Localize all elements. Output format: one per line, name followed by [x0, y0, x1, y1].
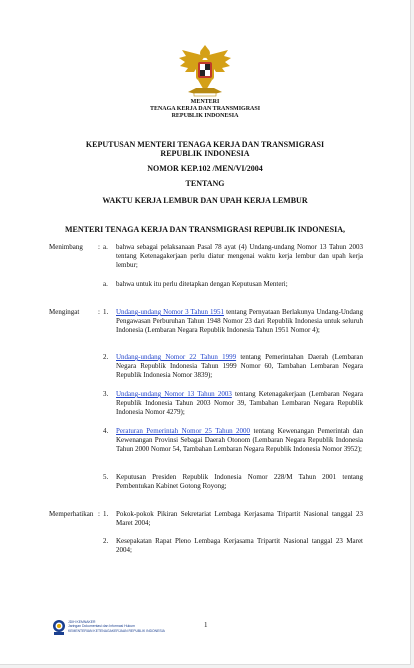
menimbang-label: Menimbang: [49, 243, 83, 251]
law-link-2[interactable]: Undang-undang Nomor 22 Tahun 1999: [116, 353, 237, 361]
memperhatikan-marker-1: 1.: [103, 510, 109, 518]
mengingat-label: Mengingat: [49, 308, 80, 316]
ministry-line-2: TENAGA KERJA DAN TRANSMIGRASI: [149, 106, 261, 112]
ministry-line-1: MENTERI: [190, 99, 220, 105]
regulation-link-4[interactable]: Peraturan Pemerintah Nomor 25 Tahun 2000: [116, 427, 251, 435]
decree-issuer: MENTERI TENAGA KERJA DAN TRANSMIGRASI REPUBLIK INDONESIA,: [65, 225, 345, 234]
decree-title-line-2: REPUBLIK INDONESIA: [160, 149, 250, 158]
mengingat-marker-4: 4.: [103, 427, 109, 435]
footer-logo-text: [68, 620, 165, 633]
mengingat-item-4: [116, 427, 363, 454]
garuda-emblem-icon: [176, 44, 234, 100]
mengingat-marker-1: 1.: [103, 308, 109, 316]
ministry-line-3: REPUBLIK INDONESIA: [171, 113, 239, 119]
decree-about: TENTANG: [185, 179, 225, 188]
mengingat-item-2-text: tentang Pemerintahan Daerah (Lembaran Negara Republik Indonesia Tahun 1999 Nomor 60, Tambahan Lembaran Negara Republik Indonesia Nomor 3839);: [116, 353, 363, 379]
footer-logo-line-1: JDIH KEMNAKER: [68, 620, 96, 624]
mengingat-item-3: [116, 390, 363, 417]
menimbang-colon: :: [98, 243, 100, 251]
memperhatikan-item-2: Kesepakatan Rapat Pleno Lembaga Kerjasama Tripartit Nasional tanggal 23 Maret 2004;: [116, 537, 363, 554]
mengingat-marker-2: 2.: [103, 353, 109, 361]
memperhatikan-label: Memperhatikan: [49, 510, 94, 518]
menimbang-item-a: bahwa sebagai pelaksanaan Pasal 78 ayat (4) Undang-undang Nomor 13 Tahun 2003 tentang Ketenagakerjaan perlu diatur mengenai waktu kerja lembur dan upah kerja lembur;: [116, 243, 363, 269]
mengingat-item-1: [116, 308, 363, 335]
law-link-3[interactable]: Undang-undang Nomor 13 Tahun 2003: [116, 390, 232, 398]
mengingat-item-4-text: tentang Kewenangan Pemerintah dan Kewenangan Provinsi Sebagai Daerah Otonom (Lembaran Negara Republik Indonesia Tahun 2000 Nomor 54, Tambahan Lembaran Negara Republik Indonesia Nomor 3952);: [116, 427, 363, 453]
menimbang-marker-a: a.: [103, 243, 108, 251]
page-number: 1: [204, 621, 208, 629]
law-link-1[interactable]: Undang-undang Nomor 3 Tahun 1951: [116, 308, 225, 316]
memperhatikan-colon: :: [98, 510, 100, 518]
mengingat-item-3-text: tentang Ketenagakerjaan (Lembaran Negara Republik Indonesia Tahun 2003 Nomor 39, Tambahan Lembaran Negara Republik Indonesia Nomor 4279);: [116, 390, 363, 416]
decree-subject: WAKTU KERJA LEMBUR DAN UPAH KERJA LEMBUR: [102, 196, 308, 205]
decree-number: NOMOR KEP.102 /MEN/VI/2004: [147, 164, 263, 173]
mengingat-item-5: Keputusan Presiden Republik Indonesia Nomor 228/M Tahun 2001 tentang Pembentukan Kabinet Gotong Royong;: [116, 473, 363, 490]
mengingat-marker-5: 5.: [103, 473, 109, 481]
mengingat-colon: :: [98, 308, 100, 316]
footer-logo-line-2: Jaringan Dokumentasi dan Informasi Hukum: [68, 624, 135, 629]
mengingat-marker-3: 3.: [103, 390, 109, 398]
memperhatikan-marker-2: 2.: [103, 537, 109, 545]
menimbang-marker-b: a.: [103, 280, 108, 288]
footer-logo-line-3: KEMENTERIAN KETENAGAKERJAAN REPUBLIK INDONESIA: [68, 628, 165, 633]
jdih-logo-icon: [52, 619, 66, 637]
mengingat-item-1-text: tentang Pernyataan Berlakunya Undang-Undang Pengawasan Perburuhan Tahun 1948 Nomor 23 dari Republik Indonesia untuk seluruh Indonesia (Lembaran Negara Republik Indonesia Tahun 1951 Nomor 4);: [116, 308, 364, 334]
mengingat-item-2: [116, 353, 363, 380]
decree-title-line-1: KEPUTUSAN MENTERI TENAGA KERJA DAN TRANSMIGRASI: [85, 140, 325, 149]
menimbang-item-b: bahwa untuk itu perlu ditetapkan dengan Keputusan Menteri;: [116, 280, 288, 288]
memperhatikan-item-1: Pokok-pokok Pikiran Sekretariat Lembaga Kerjasama Tripartit Nasional tanggal 23 Maret 2004;: [116, 510, 363, 527]
